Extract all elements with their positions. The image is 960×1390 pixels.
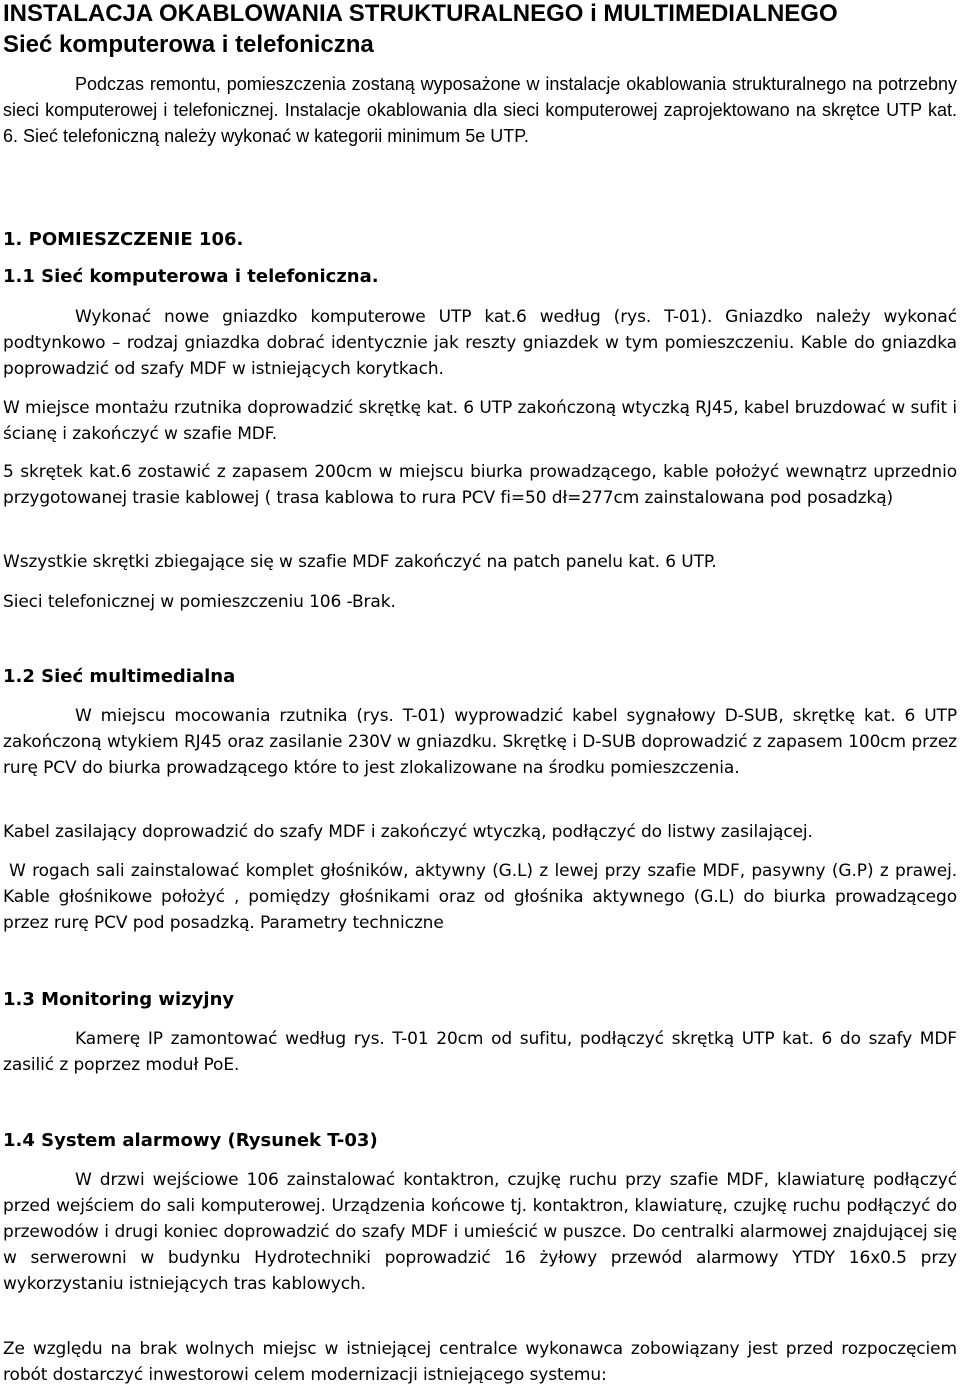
section-1-3-paragraph-1: Kamerę IP zamontować według rys. T-01 20cm od sufitu, podłączyć skrętką UTP kat. 6 do szafy MDF zasilić z poprzez moduł PoE.	[3, 1029, 957, 1075]
room-heading: 1. POMIESZCZENIE 106.	[3, 229, 244, 250]
document-title: INSTALACJA OKABLOWANIA STRUKTURALNEGO i MULTIMEDIALNEGO	[3, 0, 838, 27]
section-1-4-heading: 1.4 System alarmowy (Rysunek T-03)	[3, 1130, 378, 1151]
section-1-2-paragraph-1: W miejscu mocowania rzutnika (rys. T-01) wyprowadzić kabel sygnałowy D-SUB, skrętkę kat. 6 UTP zakończoną wtykiem RJ45 oraz zasilanie 230V w gniazdku. Skrętkę i D-SUB doprowadzić z zapasem 100cm przez rurę PCV do biurka prowadzącego które to jest zlokalizowane na środku pomieszczenia.	[3, 706, 957, 778]
section-1-1-paragraph-4: Wszystkie skrętki zbiegające się w szafie MDF zakończyć na patch panelu kat. 6 UTP.	[3, 552, 717, 572]
section-1-1-paragraph-2: W miejsce montażu rzutnika doprowadzić skrętkę kat. 6 UTP zakończoną wtyczką RJ45, kabel bruzdować w sufit i ścianę i zakończyć w szafie MDF.	[3, 398, 957, 444]
section-1-4-paragraph-1: W drzwi wejściowe 106 zainstalować kontaktron, czujkę ruchu przy szafie MDF, klawiaturę podłączyć przed wejściem do sali komputerowej. Urządzenia końcowe tj. kontaktron, klawiaturę, czujkę ruchu podłączyć do przewodów i drugi koniec doprowadzić do szafy MDF i umieścić w puszce. Do centralki alarmowej znajdującej się w serwerowni w budynku Hydrotechniki poprowadzić 16 żyłowy przewód alarmowy YTDY 16x0.5 przy wykorzystaniu istniejących tras kablowych.	[3, 1170, 957, 1294]
section-1-3-heading: 1.3 Monitoring wizyjny	[3, 989, 235, 1010]
section-1-2-heading: 1.2 Sieć multimedialna	[3, 666, 236, 687]
section-1-1-heading: 1.1 Sieć komputerowa i telefoniczna.	[3, 266, 379, 287]
section-1-4-paragraph-2: Ze względu na brak wolnych miejsc w istniejącej centralce wykonawca zobowiązany jest przed rozpoczęciem robót dostarczyć inwestorowi celem modernizacji istniejącego systemu:	[3, 1339, 957, 1385]
section-1-2-paragraph-2: Kabel zasilający doprowadzić do szafy MDF i zakończyć wtyczką, podłączyć do listwy zasilającej.	[3, 822, 813, 842]
section-1-2-paragraph-3: W rogach sali zainstalować komplet głośników, aktywny (G.L) z lewej przy szafie MDF, pasywny (G.P) z prawej. Kable głośnikowe położyć , pomiędzy głośnikami oraz od głośnika aktywnego (G.L) do biurka prowadzącego przez rurę PCV pod posadzką. Parametry techniczne	[3, 861, 957, 933]
intro-paragraph: Podczas remontu, pomieszczenia zostaną wyposażone w instalacje okablowania strukturalnego na potrzebny sieci komputerowej i telefonicznej. Instalacje okablowania dla sieci komputerowej zaprojektowano na skrętce UTP kat. 6. Sieć telefoniczną należy wykonać w kategorii minimum 5e UTP.	[3, 74, 957, 146]
section-1-1-paragraph-5: Sieci telefonicznej w pomieszczeniu 106 -Brak.	[3, 592, 396, 612]
section-1-1-paragraph-1: Wykonać nowe gniazdko komputerowe UTP kat.6 według (rys. T-01). Gniazdko należy wykonać podtynkowo – rodzaj gniazdka dobrać identycznie jak reszty gniazdek w tym pomieszczeniu. Kable do gniazdka poprowadzić od szafy MDF w istniejących korytkach.	[3, 307, 957, 379]
document-subtitle: Sieć komputerowa i telefoniczna	[3, 31, 374, 58]
section-1-1-paragraph-3: 5 skrętek kat.6 zostawić z zapasem 200cm w miejscu biurka prowadzącego, kable położyć wewnątrz uprzednio przygotowanej trasie kablowej ( trasa kablowa to rura PCV fi=50 dł=277cm zainstalowana pod posadzką)	[3, 462, 957, 508]
